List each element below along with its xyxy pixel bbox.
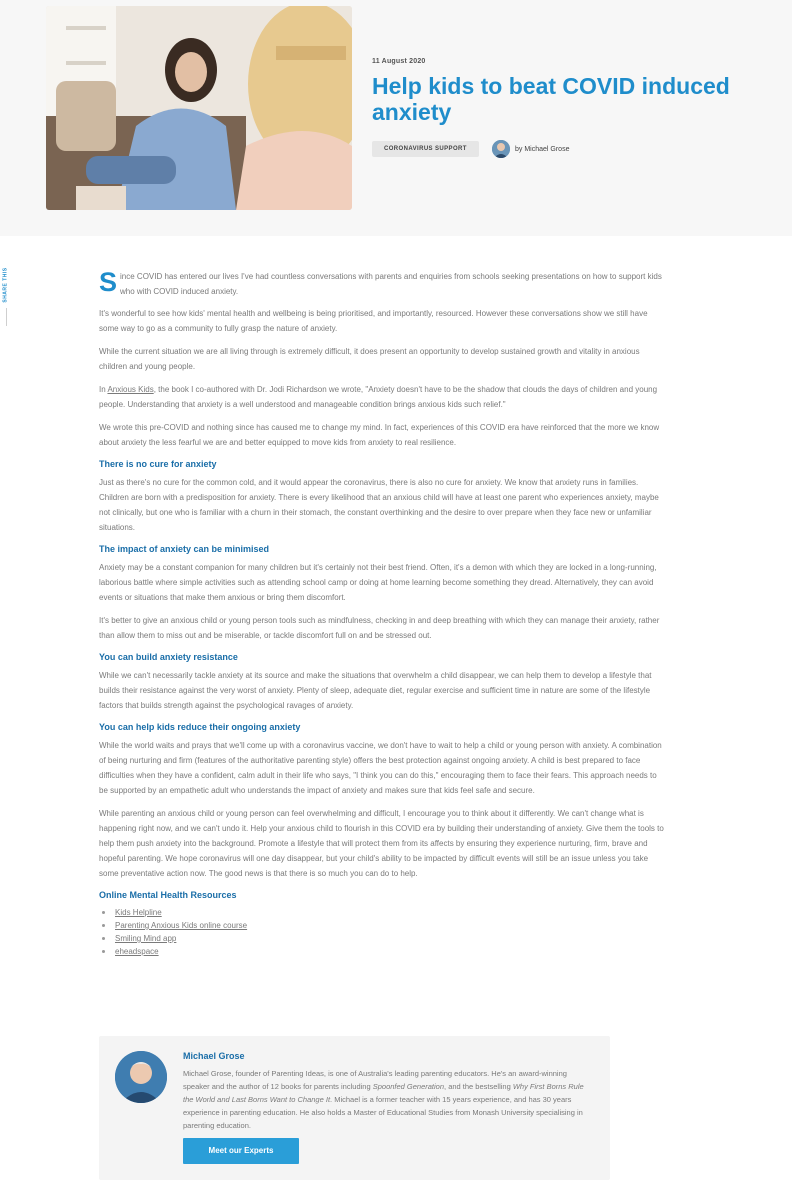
section-heading: The impact of anxiety can be minimised: [99, 544, 270, 554]
resource-link-kids-helpline[interactable]: Kids Helpline: [115, 908, 162, 917]
paragraph: We wrote this pre-COVID and nothing since has caused me to change my mind. In fact, experiences of this COVID era have reinforced that the more we know about anxiety the less fearful we are and better equipped to move kids from anxiety to real resilience.: [99, 423, 660, 447]
author-avatar[interactable]: [492, 140, 510, 158]
article-body: [99, 269, 665, 958]
paragraph: It's wonderful to see how kids' mental health and wellbeing is being prioritised, and importantly, resourced. However these conversations show we still have some way to go as a community to fully grasp the nature of anxiety.: [99, 309, 648, 333]
author-byline[interactable]: by Michael Grose: [515, 146, 570, 153]
section-heading: There is no cure for anxiety: [99, 459, 217, 469]
anxious-kids-link[interactable]: Anxious Kids: [107, 385, 154, 394]
list-item: [99, 906, 665, 919]
paragraph: It's better to give an anxious child or young person tools such as mindfulness, checking in and deep breathing with which they can manage their anxiety, rather than allow them to miss out and be miserable, or tackle discomfort full on and be stressed out.: [99, 616, 660, 640]
bio-text: , and the bestselling: [444, 1082, 513, 1091]
resource-link-smiling-mind[interactable]: Smiling Mind app: [115, 934, 177, 943]
paragraph-text: In: [99, 385, 108, 394]
paragraph: While parenting an anxious child or young person can feel overwhelming and difficult, I encourage you to think about it differently. We can't change what is happening right now, and we can't undo it. Help your anxious child to flourish in this COVID era by building their understanding of anxiety. Give them the tools to help them push anxiety into the background. Promote a lifestyle that will protect them from its affects by ensuring they experience nurturing, firm, brave and hopeful parenting. We hope coronavirus will one day disappear, but your child's ability to be impacted by difficult events will still be an issue unless you take some preventative action now. The good news is that there is so much you can do to help.: [99, 809, 664, 878]
article-date: 11 August 2020: [372, 58, 426, 65]
intro-text: ince COVID has entered our lives I've had countless conversations with parents and enquiries from schools seeking presentations on how to support kids who with COVID induced anxiety.: [120, 272, 662, 296]
drop-cap: S: [99, 267, 118, 297]
category-tag[interactable]: CORONAVIRUS SUPPORT: [372, 141, 479, 157]
paragraph-text: , the book I co-authored with Dr. Jodi Richardson we wrote, "Anxiety doesn't have to be the shadow that clouds the days of children and young people. Understanding that anxiety is a well understood and manageable condition brings anxious kids such relief.": [99, 385, 658, 409]
author-bio-card: [99, 1036, 610, 1180]
bio-text: . Michael is a former teacher with 15 years experience, and has 30 years experience in parenting education. He also holds a Master of Educational Studies from Monash University specialising in parenting education.: [183, 1095, 583, 1130]
paragraph: While the world waits and prays that we'll come up with a coronavirus vaccine, we don't have to wait to help a child or young person with anxiety. A combination of being nurturing and firm (features of the authoritative parenting style) offers the best protection against ongoing anxiety. A child is best prepared to face difficulties when they have a confident, calm adult in their life who says, "I think you can do this," encouraging them to face their fears. This approach needs to be supported by an empathetic adult who understands the impact of anxiety and makes sure that kids feel safe and secure.: [99, 741, 662, 795]
hero-photo: [46, 6, 352, 210]
intro-paragraph: [99, 269, 665, 299]
meet-our-experts-button[interactable]: Meet our Experts: [183, 1138, 299, 1164]
article-hero: [0, 0, 792, 236]
resources-list: [99, 906, 665, 958]
share-this-text: SHARE THIS: [2, 267, 9, 303]
list-item: [99, 945, 665, 958]
section-heading: You can help kids reduce their ongoing anxiety: [99, 722, 301, 732]
author-bio-avatar: [115, 1051, 167, 1103]
bio-book-title: Why First Borns Rule the World and Last Borns Want to Change It: [183, 1082, 584, 1104]
bio-text: Michael Grose, founder of Parenting Ideas, is one of Australia's leading parenting educators. He's an award-winning speaker and the author of 12 books for parents including: [183, 1069, 567, 1091]
paragraph: While we can't necessarily tackle anxiety at its source and make the situations that overwhelm a child disappear, we can help them to develop a lifestyle that builds their resistance against the very worst of anxiety. Plenty of sleep, adequate diet, regular exercise and sufficient time in nature are some of the lifestyle factors that builds strength against the psychological ravages of anxiety.: [99, 671, 652, 710]
section-heading: Online Mental Health Resources: [99, 890, 237, 900]
bio-book-title: Spoonfed Generation: [372, 1082, 445, 1091]
hero-photo-illustration: [46, 6, 352, 210]
paragraph: Just as there's no cure for the common cold, and it would appear the coronavirus, there is also no cure for anxiety. We know that anxiety runs in families. Children are born with a predisposition for anxiety. There is every likelihood that an anxious child will have at least one parent who experiences anxiety, maybe not clinically, but one who is familiar with a churn in their stomach, the constant overthinking and the desire to over prepare when they face new or unfamiliar situations.: [99, 478, 659, 532]
share-this-label[interactable]: [0, 267, 12, 304]
section-heading: You can build anxiety resistance: [99, 652, 238, 662]
share-divider: [6, 308, 7, 326]
paragraph: [99, 382, 665, 412]
resource-link-parenting-anxious-kids[interactable]: Parenting Anxious Kids online course: [115, 921, 248, 930]
article-title: Help kids to beat COVID induced anxiety: [372, 73, 730, 125]
author-bio-name: Michael Grose: [183, 1051, 245, 1061]
paragraph: While the current situation we are all living through is extremely difficult, it does present an opportunity to develop sustained growth and vitality in anxious children and young people.: [99, 347, 640, 371]
list-item: [99, 932, 665, 945]
resource-link-eheadspace[interactable]: eheadspace: [115, 947, 159, 956]
paragraph: Anxiety may be a constant companion for many children but it's certainly not their best friend. Often, it's a demon with which they are locked in a long-running, laborious battle where simple activities such as attending school camp or doing at home learning become something they dread. Alternatively, they can avoid events or situations that make them anxious or bring them discomfort.: [99, 563, 657, 602]
list-item: [99, 919, 665, 932]
author-bio-text: [183, 1067, 593, 1132]
